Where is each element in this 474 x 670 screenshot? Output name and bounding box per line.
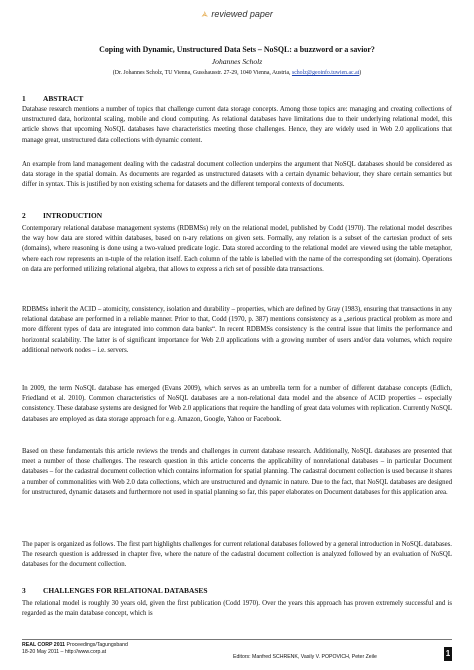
page-number: 1 [444,647,452,661]
section-number: 2 [22,211,26,220]
section-number: 1 [22,94,26,103]
paper-author: Johannes Scholz [211,57,263,66]
footer-divider [22,639,452,640]
badge-label: reviewed paper [211,9,273,19]
reviewed-paper-badge [0,7,474,21]
review-mark-icon: 🟃 [201,9,209,19]
intro-paragraph-2: RDBMSs inherit the ACID – atomicity, consistency, isolation and durability – properties, which are defined by Gray (1983), ensuring that transactions in any relational database are performed in a reliable manner. Prior to that, Codd (1970, p. 387) mentions consistency as a „serious practical problem as more and more different types of data are integrated into common data banks“. In recent RDBMSs consistency is the central issue that limits the performance and horizontal scalability. The latter is of significant importance for Web 2.0 applications with a growing number of users and/or data volumes, which require additional network nodes – i.e. servers. [22,306,452,354]
author-affiliation [22,70,452,76]
affiliation-text: (Dr. Johannes Scholz, TU Vienna, Gusshausstr. 27-29, 1040 Vienna, Austria, [112,70,291,76]
conference-name: REAL CORP 2011 [22,642,66,648]
abstract-paragraph-1: Database research mentions a number of topics that challenge current data storage concepts. Among those topics are: managing and creating collections of unstructured data, horizontal scaling, mobile and cloud computing. As relational databases have limitations due to their underlying relational model, this article shows that upcoming NoSQL databases have characteristics meeting those challenges. Hence, they are widely used in Web 2.0 applications that manage great, unstructured data collections with dynamic content. [22,106,452,144]
intro-paragraph-4: Based on these fundamentals this article reviews the trends and challenges in current database research. Additionally, NoSQL databases are presented that meet a number of those challenges. The research question in this article concerns the applicability of nonrelational databases – in particular Document databases – for the cadastral document collection which contains information for spatial planning. The cadastral document collection is used because it shares a number of commonalities with Web 2.0 data collections, which are unstructured and dynamic in nature. Due to the fact, that NoSQL databases are designed for unstructured, dynamic datasets and furthermore not used in spatial planning so far, this paper elaborates on Document databases for this application area. [22,448,452,496]
author-email-link[interactable]: scholz@geoinfo.tuwien.ac.at [291,70,360,76]
section-heading-introduction [22,211,102,220]
intro-paragraph-3: In 2009, the term NoSQL database has emerged (Evans 2009), which serves as an umbrella term for a number of different database concepts (Edlich, Friedland et al. 2010). Common characteristics of NoSQL databases are a non-relational data model and the absence of ACID properties – especially consistency. These database systems are designed for Web 2.0 applications that require the handling of great data volumes with replication. Currently NoSQL databases are employed as data storage approach for e.g. Amazon, Google, Yahoo or Facebook. [22,385,452,423]
conference-dates: 18-20 May 2011 – http://www.corp.at [22,648,107,655]
footer-conference [22,642,128,655]
challenges-paragraph-1: The relational model is roughly 30 years old, given the first publication (Codd 1970). Over the years this approach has proven extremely successful and is regarded as the main database concept, which is [22,600,452,618]
conference-proceedings: Proceedings/Tagungsband [66,642,128,648]
section-title: CHALLENGES FOR RELATIONAL DATABASES [43,586,208,595]
affiliation-close: ) [359,70,362,76]
footer-editors: Editors: Manfred SCHRENK, Vasily V. POPOVICH, Peter Zeile [233,654,377,660]
section-heading-abstract [22,94,83,103]
intro-paragraph-1: Contemporary relational database management systems (RDBMSs) rely on the relational model, published by Codd (1970). The relational model describes the way how data are stored within databases, based on n-ary relations on given sets. Formally, any relation is a subset of the cartesian product of sets (domains), where reasoning is done using a two-valued predicate logic. Data stored according to the relational model are viewed using the table metaphor, where each row represents an n-tuple of the relation itself. Each column of the table is labelled with the name of the corresponding set (domain). Operations on data are performed utilizing relational algebra, that allows to express a rich set of possible data transactions. [22,225,452,273]
paper-title: Coping with Dynamic, Unstructured Data Sets – NoSQL: a buzzword or a savior? [99,45,375,54]
section-title: INTRODUCTION [43,211,103,220]
intro-paragraph-5: The paper is organized as follows. The first part highlights challenges for current relational databases followed by a general introduction in NoSQL databases. The research question is addressed in chapter five, where the nature of the cadastral document collection is analyzed followed by an evaluation of NoSQL databases for the document collection. [22,541,452,569]
section-heading-challenges [22,586,207,595]
abstract-paragraph-2: An example from land management dealing with the cadastral document collection underpins the argument that NoSQL databases should be considered as data storage in the spatial domain. As documents are regarded as unstructured datasets with a certain dynamic behaviour, they share certain semantics but differ in syntax. This is justified by non existing schema for datasets and the different temporal contexts of documents. [22,161,452,189]
section-title: ABSTRACT [43,94,84,103]
section-number: 3 [22,586,26,595]
